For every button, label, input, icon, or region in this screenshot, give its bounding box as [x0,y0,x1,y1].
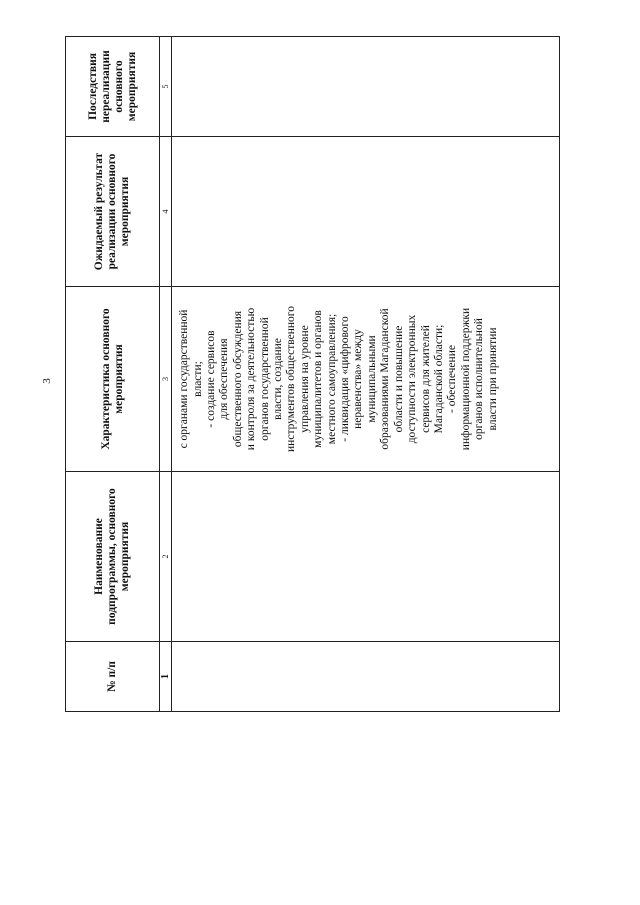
description-line: неравенства» между [352,329,365,429]
row-result-cell [172,137,560,287]
row-name-cell [172,472,560,642]
description-line: общественного обсуждения [231,310,244,448]
description-line: области и повышение [392,325,405,433]
description-line: доступности электронных [406,314,419,444]
description-line: власти; [191,361,204,397]
header-name: Наименование подпрограммы, основного мероприятия [66,472,160,642]
description-line: органов государственной [258,317,271,441]
measures-table-wrapper [65,37,560,712]
description-line: Магаданской области; [432,324,445,434]
description-line: власти при принятии [486,327,499,431]
description-line: органов исполнительной [473,318,486,440]
table-row [172,37,560,712]
column-number-5: 5 [160,37,172,137]
column-number-row [160,37,172,712]
description-line: власти, создание [272,338,285,420]
description-line: управления на уровне [298,325,311,433]
page-number: 3 [41,378,53,384]
description-line: для обеспечения [218,338,231,420]
description-line: с органами государственной [178,309,191,449]
header-result: Ожидаемый результат реализации основного мероприятия [66,137,160,287]
description-line: муниципалитетов и органов [312,310,325,448]
description-line: информационной поддержки [459,307,472,451]
header-description: Характеристика основного мероприятия [66,287,160,472]
description-line: - обеспечение [446,345,459,413]
description-line: образованиями Магаданской [379,308,392,450]
header-row [66,37,160,712]
row-description-cell [172,287,560,472]
column-number-1: 1 [160,642,172,712]
description-line: местного самоуправления; [325,313,338,445]
description-line: - ликвидация «цифрового [339,316,352,442]
measures-table [65,36,560,712]
column-number-4: 4 [160,137,172,287]
description-line: муниципальными [365,335,378,423]
header-consequences: Последствия нереализации основного мероприятия [66,37,160,137]
description-line: сервисов для жителей [419,325,432,433]
row-consequences-cell [172,37,560,137]
description-line: инструментов общественного [285,306,298,452]
column-number-2: 2 [160,472,172,642]
description-line: - создание сервисов [205,330,218,428]
description-line: и контроля за деятельностью [245,307,258,451]
row-number-cell [172,642,560,712]
column-number-3: 3 [160,287,172,472]
header-number: № п/п [66,642,160,712]
